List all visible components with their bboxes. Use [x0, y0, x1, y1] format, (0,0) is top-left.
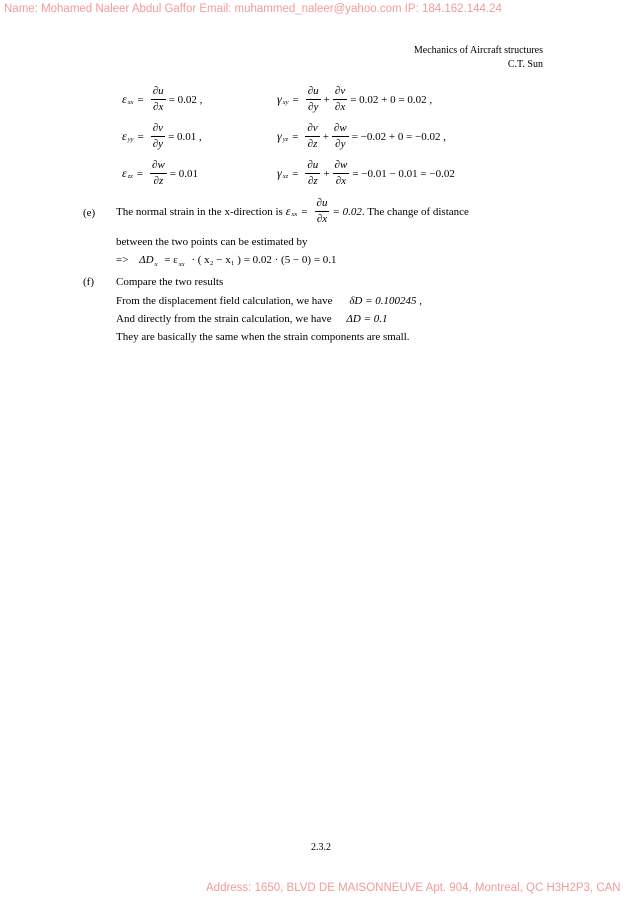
page-number: 2.3.2: [311, 842, 331, 853]
eq-gxy: γ xy = $\frac{\partial u}{\partial y}$ + $\frac{\partial v}{\partial x}$ = 0.02 + 0 = 0.02 ,: [277, 85, 433, 113]
book-title: Mechanics of Aircraft structures: [413, 45, 543, 56]
part-f-line3: And directly from the strain calculation, we have ΔD = 0.1: [116, 313, 388, 325]
eq-gxz: γ xz = $\frac{\partial u}{\partial z}$ + $\frac{\partial w}{\partial x}$ = −0.01 − 0.01 = −0.02: [277, 159, 455, 187]
part-e-line2: between the two points can be estimated by: [116, 236, 308, 248]
part-e-statement: The normal strain in the x-direction is ε xx = $\frac{\partial u}{\partial x}$ = 0.02 . The change of distance: [116, 197, 469, 225]
part-e-formula: => $\Delta D_x = \varepsilon_{xx}$ · ( x₂ − x₁ ) = 0.02 · (5 − 0) = 0.1: [116, 254, 337, 268]
author: C.T. Sun: [507, 59, 543, 70]
eq-ezz: ε zz = $\frac{\partial w}{\partial z}$ = 0.01: [122, 159, 199, 187]
eq-gyz: γ yz = $\frac{\partial v}{\partial z}$ + $\frac{\partial w}{\partial y}$ = −0.02 + 0 = −0.02 ,: [277, 122, 446, 150]
part-e-label: (e): [83, 207, 96, 219]
eq-eyy: ε yy = $\frac{\partial v}{\partial y}$ = 0.01 ,: [122, 122, 202, 150]
part-f-line2: From the displacement field calculation, we have δD = 0.100245 ,: [116, 295, 423, 307]
part-f-line4: They are basically the same when the strain components are small.: [116, 331, 410, 343]
part-f-label: (f): [83, 276, 94, 288]
eq-exx: ε xx = $\frac{\partial u}{\partial x}$ = 0.02 ,: [122, 85, 203, 113]
watermark-top: Name: Mohamed Naleer Abdul Gaffor Email: muhammed_naleer@yahoo.com IP: 184.162.144.24: [4, 3, 502, 15]
watermark-bottom: Address: 1650, BLVD DE MAISONNEUVE Apt. 904, Montreal, QC H3H2P3, CAN: [206, 882, 621, 894]
part-f-line1: Compare the two results: [116, 276, 224, 288]
